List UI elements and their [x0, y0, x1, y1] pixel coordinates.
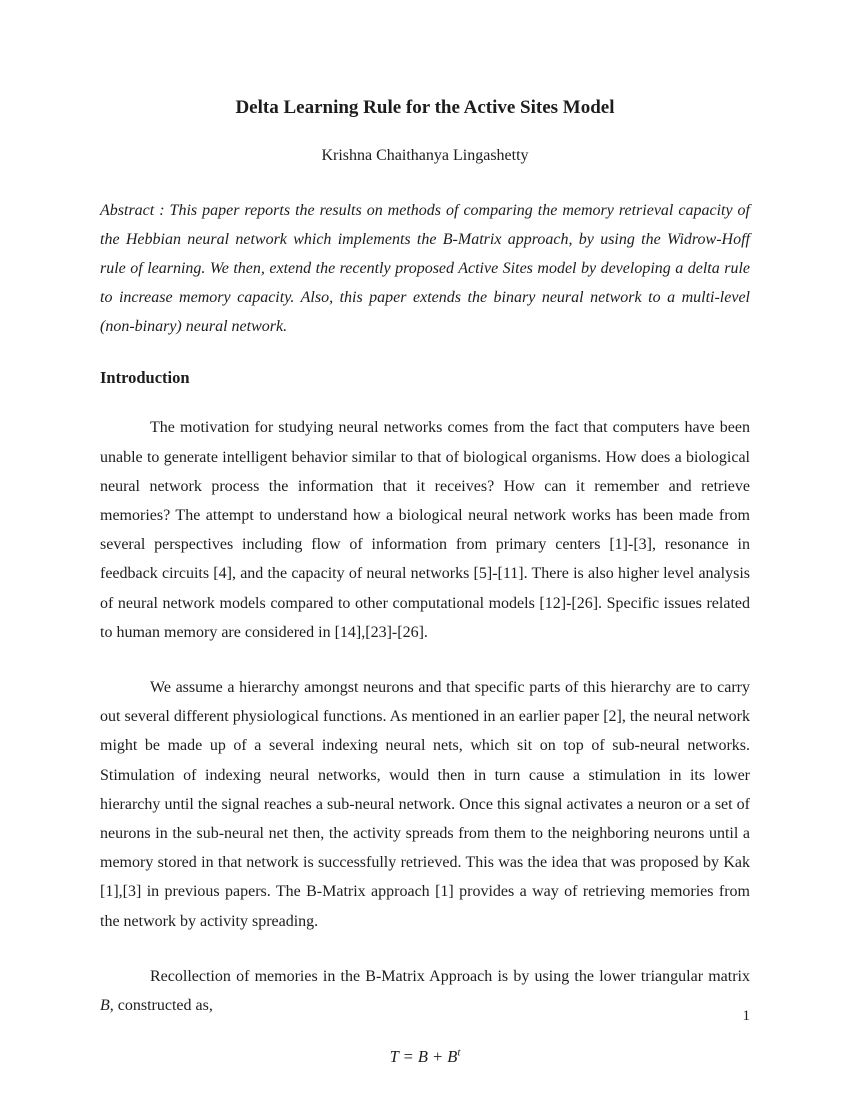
section-heading-introduction: Introduction	[100, 367, 190, 387]
equation-superscript-transpose: t	[457, 1046, 461, 1059]
introduction-paragraph-3	[100, 962, 750, 1020]
paragraph-3-text-post: , constructed as,	[109, 997, 213, 1015]
paper-author: Krishna Chaithanya Lingashetty	[321, 146, 529, 164]
abstract-paragraph: Abstract : This paper reports the results on methods of comparing the memory retrieval capacity of the Hebbian neural network which implements the B-Matrix approach, by using the Widrow-Hoff rule of learning. We then, extend the recently proposed Active Sites model by developing a delta rule to increase memory capacity. Also, this paper extends the binary neural network to a multi-level (non-binary) neural network.	[100, 201, 750, 335]
introduction-paragraph-2: We assume a hierarchy amongst neurons and that specific parts of this hierarchy are to carry out several different physiological functions. As mentioned in an earlier paper [2], the neural network might be made up of a several indexing neural nets, which sit on top of sub-neural networks. Stimulation of indexing neural networks, would then in turn cause a stimulation in its lower hierarchy until the signal reaches a sub-neural network. Once this signal activates a neuron or a set of neurons in the sub-neural net then, the activity spreads from them to the neighboring neurons until a memory stored in that network is successfully retrieved. This was the idea that was proposed by Kak [1],[3] in previous papers. The B-Matrix approach [1] provides a way of retrieving memories from the network by activity spreading.	[100, 679, 750, 930]
paragraph-3-text-pre: Recollection of memories in the B-Matrix Approach is by using the lower triangular matrix	[150, 967, 750, 985]
equation-b-matrix	[100, 1046, 750, 1067]
equation-body: T = B + B	[389, 1047, 458, 1067]
page-number: 1	[742, 1008, 750, 1024]
matrix-b-variable: B	[100, 997, 110, 1015]
introduction-paragraph-1: The motivation for studying neural networks comes from the fact that computers have been unable to generate intelligent behavior similar to that of biological organisms. How does a biological neural network process the information that it receives? How can it remember and retrieve memories? The attempt to understand how a biological neural network works has been made from several perspectives including flow of information from primary centers [1]-[3], resonance in feedback circuits [4], and the capacity of neural networks [5]-[11]. There is also higher level analysis of neural network models compared to other computational models [12]-[26]. Specific issues related to human memory are considered in [14],[23]-[26].	[100, 419, 750, 641]
paper-title: Delta Learning Rule for the Active Sites Model	[235, 97, 615, 118]
